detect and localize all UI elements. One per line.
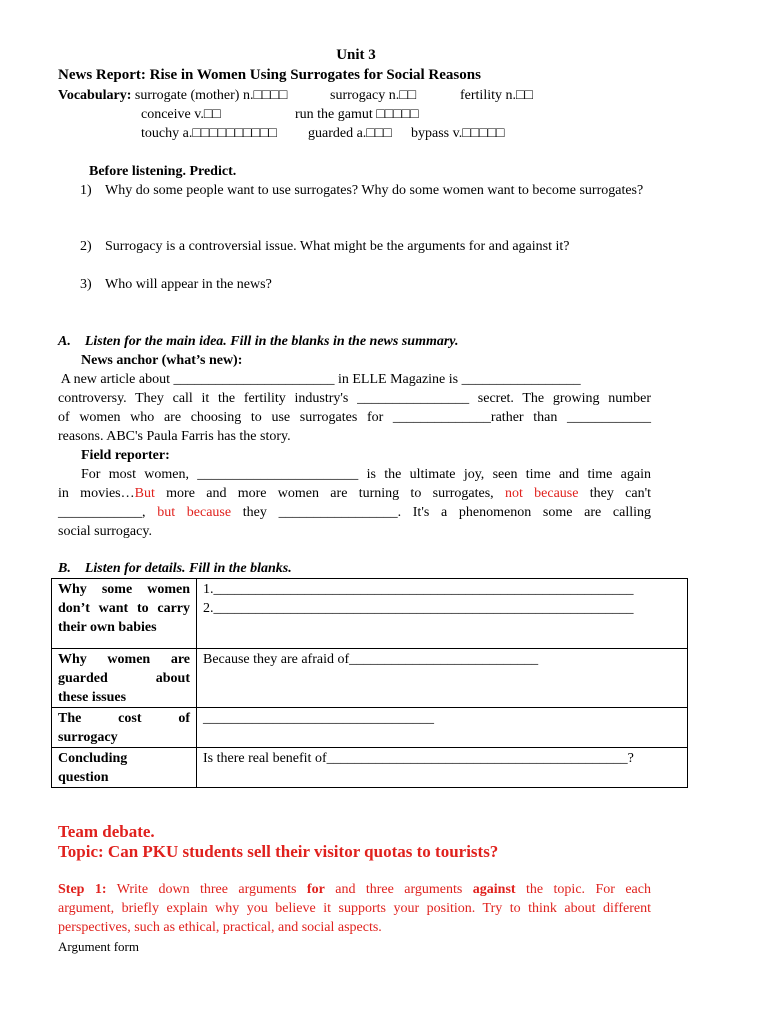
item-text: Surrogacy is a controversial issue. What might be the arguments for and against it? (105, 239, 570, 254)
vocab-item: fertility n.□□ (460, 88, 533, 103)
answer-cell[interactable] (197, 649, 688, 708)
text-span: they _________________. It's a phenomenon some are calling (231, 505, 652, 520)
text-span: and three arguments (324, 882, 473, 897)
question-cell (52, 649, 197, 708)
text-span: they can't (578, 486, 652, 501)
anchor-line-3: of women who are choosing to use surrogates for ______________rather than ____________ (58, 410, 651, 425)
question-line: don’t want to carry (58, 601, 190, 616)
question-line: The cost of (58, 711, 190, 726)
question-line: Concluding (58, 751, 128, 766)
vocab-item: bypass v.□□□□□ (411, 126, 505, 141)
item-text: Why do some people want to use surrogates? Why do some women want to become surrogates? (105, 183, 644, 198)
answer-blank[interactable]: _________________________________ (203, 711, 434, 726)
anchor-line-2: controversy. They call it the fertility industry's ________________ secret. The growing number (58, 391, 651, 406)
predict-item-2 (80, 237, 651, 256)
vocabulary-label: Vocabulary: (58, 88, 132, 103)
vocab-item: guarded a.□□□ (308, 126, 392, 141)
field-reporter-label: Field reporter: (81, 448, 170, 463)
table-row (52, 649, 688, 708)
highlight-not-because: not because (504, 486, 579, 501)
highlight-but-because: but because (157, 505, 232, 520)
answer-blank[interactable]: 2.____________________________________________________________ (203, 601, 634, 616)
vocab-item: run the gamut □□□□□ (295, 107, 419, 122)
item-number: 2) (80, 239, 92, 254)
question-line: question (58, 770, 109, 785)
table-row (52, 748, 688, 788)
vocabulary-row-1 (58, 86, 287, 105)
reporter-line-3 (58, 503, 651, 522)
question-line: surrogacy (58, 730, 118, 745)
table-row (52, 579, 688, 649)
question-cell (52, 579, 197, 649)
text-span: in movies… (58, 486, 135, 501)
highlight-but: But (134, 486, 155, 501)
step-line-1 (58, 880, 651, 899)
section-a-heading: A. Listen for the main idea. Fill in the blanks in the news summary. (58, 334, 459, 349)
anchor-line-1: A new article about _______________________ in ELLE Magazine is _________________ (58, 372, 581, 387)
question-line: guarded about (58, 671, 190, 686)
debate-topic: Topic: Can PKU students sell their visitor quotas to tourists? (58, 842, 499, 861)
predict-item-1 (80, 181, 651, 200)
emphasis-for: for (306, 882, 325, 897)
anchor-line-4: reasons. ABC's Paula Farris has the story. (58, 429, 291, 444)
step-line-2: argument, briefly explain why you believe it supports your position. Try to think about different (58, 901, 651, 916)
question-line: their own babies (58, 620, 157, 635)
vocab-item: surrogacy n.□□ (330, 88, 417, 103)
question-line: Why women are (58, 652, 190, 667)
step-line-3: perspectives, such as ethical, practical, and social aspects. (58, 920, 382, 935)
answer-cell[interactable] (197, 708, 688, 748)
item-number: 1) (80, 183, 92, 198)
question-cell (52, 748, 197, 788)
vocab-item: conceive v.□□ (141, 107, 221, 122)
question-line: Why some women (58, 582, 190, 597)
answer-blank[interactable]: Because they are afraid of___________________________ (203, 652, 539, 667)
answer-cell[interactable] (197, 748, 688, 788)
emphasis-against: against (472, 882, 516, 897)
answer-cell[interactable] (197, 579, 688, 649)
step-label: Step 1: (58, 882, 107, 897)
reporter-line-2 (58, 484, 651, 503)
answer-blank[interactable]: Is there real benefit of___________________________________________? (203, 751, 634, 766)
answer-blank[interactable]: 1.____________________________________________________________ (203, 582, 634, 597)
details-table (51, 578, 688, 788)
argument-form-label: Argument form (58, 939, 139, 954)
item-number: 3) (80, 277, 92, 292)
item-text: Who will appear in the news? (105, 277, 272, 292)
predict-item-3 (80, 275, 651, 294)
vocab-item: surrogate (mother) n.□□□□ (134, 88, 288, 103)
reporter-line-4: social surrogacy. (58, 524, 152, 539)
vocab-item: touchy a.□□□□□□□□□□ (141, 126, 277, 141)
news-anchor-label: News anchor (what’s new): (81, 353, 243, 368)
text-span: the topic. For each (515, 882, 651, 897)
lesson-title: News Report: Rise in Women Using Surrogates for Social Reasons (58, 67, 481, 83)
debate-title: Team debate. (58, 822, 155, 841)
reporter-line-1: For most women, _______________________ is the ultimate joy, seen time and time again (81, 467, 651, 482)
table-row (52, 708, 688, 748)
section-b-heading: B. Listen for details. Fill in the blanks. (58, 561, 292, 576)
question-line: these issues (58, 690, 127, 705)
unit-title: Unit 3 (336, 47, 376, 63)
text-span: ____________, (58, 505, 158, 520)
text-span: more and more women are turning to surrogates, (154, 486, 505, 501)
before-listening-heading: Before listening. Predict. (89, 164, 237, 179)
question-cell (52, 708, 197, 748)
text-span: Write down three arguments (106, 882, 307, 897)
